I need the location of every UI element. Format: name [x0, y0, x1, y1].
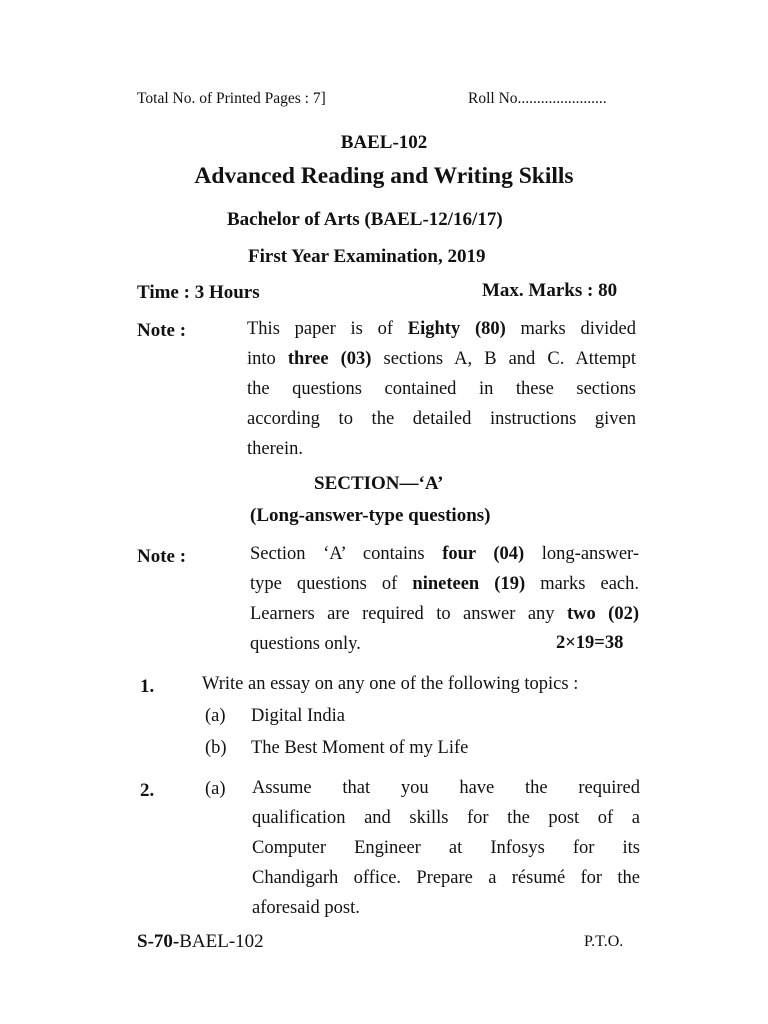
- text-line: into three (03) sections A, B and C. Attempt: [247, 349, 636, 369]
- section-a-heading: SECTION—‘A’: [314, 473, 444, 494]
- note-label: Note :: [137, 320, 187, 341]
- text-line: qualification and skills for the post of a: [252, 808, 640, 828]
- max-marks: Max. Marks : 80: [482, 280, 618, 301]
- question-1-text: Write an essay on any one of the following topics :: [202, 674, 579, 694]
- time-allowed: Time : 3 Hours: [137, 282, 260, 303]
- paper-title: Advanced Reading and Writing Skills: [194, 163, 574, 189]
- question-2-part-a-label: (a): [205, 779, 226, 799]
- total-printed-pages: Total No. of Printed Pages : 7]: [137, 90, 326, 107]
- text-line: type questions of nineteen (19) marks each.: [250, 574, 639, 594]
- question-1-number: 1.: [140, 676, 155, 697]
- question-2-number: 2.: [140, 780, 155, 801]
- text-line: Section ‘A’ contains four (04) long-answer-: [250, 544, 640, 564]
- text-line: Chandigarh office. Prepare a résumé for the: [252, 868, 640, 888]
- text-line: questions only.: [250, 634, 361, 654]
- text-line: the questions contained in these sections: [247, 379, 636, 399]
- section-a-subheading: (Long-answer-type questions): [250, 505, 491, 526]
- text-line: This paper is of Eighty (80) marks divided: [247, 319, 637, 339]
- page-turn-over: P.T.O.: [584, 933, 624, 950]
- note-general-instructions: [247, 314, 636, 464]
- section-a-note-label: Note :: [137, 546, 187, 567]
- programme-name: Bachelor of Arts (BAEL-12/16/17): [227, 209, 503, 230]
- text-line: Learners are required to answer any two (02): [250, 604, 640, 624]
- roll-number: Roll No.......................: [468, 90, 607, 107]
- question-1-option-a-label: (a): [205, 706, 226, 726]
- text-line: therein.: [247, 439, 303, 459]
- text-line: aforesaid post.: [252, 898, 360, 918]
- text-line: Assume that you have the required: [252, 778, 640, 798]
- question-1-option-b-label: (b): [205, 738, 227, 758]
- question-2-part-a-text: [252, 773, 640, 923]
- course-code: BAEL-102: [340, 132, 428, 153]
- section-a-marks: 2×19=38: [556, 633, 624, 653]
- text-line: Computer Engineer at Infosys for its: [252, 838, 640, 858]
- question-1-option-a-text: Digital India: [251, 706, 346, 726]
- text-line: according to the detailed instructions given: [247, 409, 636, 429]
- footer-paper-code: S-70-BAEL-102: [137, 931, 264, 952]
- question-1-option-b-text: The Best Moment of my Life: [251, 738, 469, 758]
- exam-name: First Year Examination, 2019: [248, 246, 486, 267]
